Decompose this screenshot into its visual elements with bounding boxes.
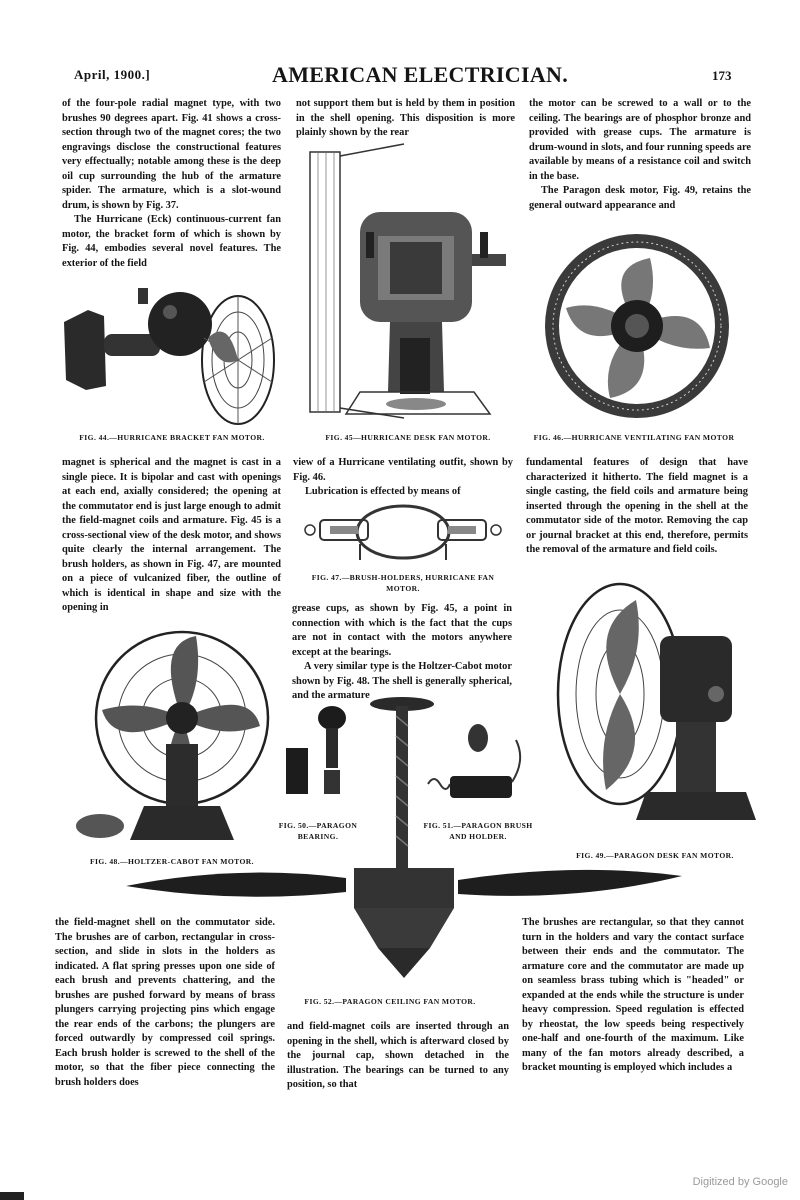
fig46-ventilating-fan-illustration	[540, 228, 734, 424]
paragraph: Lubrication is effected by means of	[305, 486, 461, 498]
journal-title: AMERICAN ELECTRICIAN.	[272, 62, 568, 87]
page-date: April, 1900.]	[74, 67, 151, 82]
column-top-right	[529, 97, 751, 222]
fig44-caption: FIG. 44.—HURRICANE BRACKET FAN MOTOR.	[79, 433, 265, 442]
fig52-caption: FIG. 52.—PARAGON CEILING FAN MOTOR.	[304, 997, 476, 1006]
fig50-caption: FIG. 50.—PARAGON BEARING.	[278, 821, 358, 841]
paragraph: A very similar type is the Holtzer-Cabot motor shown by Fig. 48. The shell is generally spherical, and the armature	[292, 661, 512, 702]
fig48-caption: FIG. 48.—HOLTZER-CABOT FAN MOTOR.	[90, 857, 254, 866]
column-mid-middle-b	[292, 602, 512, 702]
paragraph: fundamental features of design that have characterized it hitherto. The field magnet is a single casting, the field coils and armature being inserted through the opening in the shell at the commutator side of the motor. Removing the cap or journal bracket at this end, therefore, permits the removal of the armature and field coils.	[526, 457, 748, 556]
paragraph: The brushes are rectangular, so that they cannot turn in the holders and vary the contact surface between their ends and the commutator. The armature core and the commutator are made up on seamless brass tubing which is "headed" or expanded at the ends while the structure is under heavy compression. Speed regulation is effected by rheostat, the low speeds being respectively one-half and one-fourth of the maximum. Like many of the fan motors already described, a bracket mounting is employed which includes a	[522, 917, 744, 1074]
paragraph: view of a Hurricane ventilating outfit, shown by Fig. 46.	[293, 457, 513, 483]
column-top-left	[62, 97, 281, 277]
fig46-caption: FIG. 46.—HURRICANE VENTILATING FAN MOTOR	[533, 433, 735, 442]
paragraph: not support them but is held by them in position in the shell opening. This disposition is more plainly shown by the rear	[296, 98, 515, 139]
digitized-watermark: Digitized by Google	[692, 1176, 788, 1188]
fig44-bracket-fan-illustration	[58, 278, 276, 428]
column-mid-right	[526, 456, 748, 574]
fig51-caption: FIG. 51.—PARAGON BRUSH AND HOLDER.	[423, 821, 533, 841]
column-bot-right	[522, 916, 744, 1110]
fig45-caption: FIG. 45—HURRICANE DESK FAN MOTOR.	[325, 433, 491, 442]
column-mid-middle-a	[293, 456, 513, 502]
paragraph: of the four-pole radial magnet type, with two brushes 90 degrees apart. Fig. 41 shows a cross-section through two of the magnet cores; the two engravings disclose the constructional features very effectually; notable among these is the deep oil cup surrounding the hub of the armature spider. The armature, which is a slot-wound drum, is shown by Fig. 37.	[62, 98, 281, 211]
paragraph: and field-magnet coils are inserted through an opening in the shell, which is afterward closed by the journal cap, shown detached in the illustration. The bearings can be turned to any position, so that	[287, 1021, 509, 1091]
paragraph: the motor can be screwed to a wall or to the ceiling. The bearings are of phosphor bronze and provided with grease cups. The armature is drum-wound in slots, and four running speeds are available by means of a resistance coil and switch in the base.	[529, 98, 751, 182]
paragraph: the field-magnet shell on the commutator side. The brushes are of carbon, rectangular in cross-section, and slide in slots in the holders as indicated. A flat spring presses upon one side of each brush and prevents chattering, and the brushes are pushed forward by means of brass plungers carrying projecting pins which engage the rear ends of the carbons; the plungers are forced outwardly by compressed coil springs. Each brush holder is screwed to the shell of the motor, so that the fiber piece connecting the brush holders does	[55, 917, 275, 1089]
paragraph: The Hurricane (Eck) continuous-current fan motor, the bracket form of which is shown by Fig. 44, embodies several novel features. The exterior of the field	[62, 214, 281, 270]
column-bot-left	[55, 916, 275, 1110]
fig47-caption: FIG. 47.—BRUSH-HOLDERS, HURRICANE FAN MOTOR.	[311, 573, 495, 593]
fig45-desk-fan-cross-section	[304, 142, 514, 428]
fig49-caption: FIG. 49.—PARAGON DESK FAN MOTOR.	[576, 851, 734, 860]
column-top-middle	[296, 97, 515, 143]
fig47-brush-holders-illustration	[300, 500, 506, 568]
column-bot-middle	[287, 1020, 509, 1110]
page-number: 173	[712, 68, 732, 83]
paragraph: grease cups, as shown by Fig. 45, a point in connection with which is the fact that the cups are not in contact with the motors anywhere except at the bearings.	[292, 603, 512, 658]
scan-edge-mark	[0, 1192, 24, 1200]
paragraph: magnet is spherical and the magnet is cast in a single piece. It is bipolar and cast with openings at each end, axially considered; the opening at the commutator end is just large enough to admit the field-magnet coils and armature. Fig. 45 is a cross-sectional view of the desk motor, and shows quite clearly the internal arrangement. The brush holders, as shown in Fig. 47, are mounted on a piece of vulcanized fiber, the outline of which is identical in shape and size with the opening in	[62, 457, 281, 614]
paragraph: The Paragon desk motor, Fig. 49, retains the general outward appearance and	[529, 185, 751, 211]
